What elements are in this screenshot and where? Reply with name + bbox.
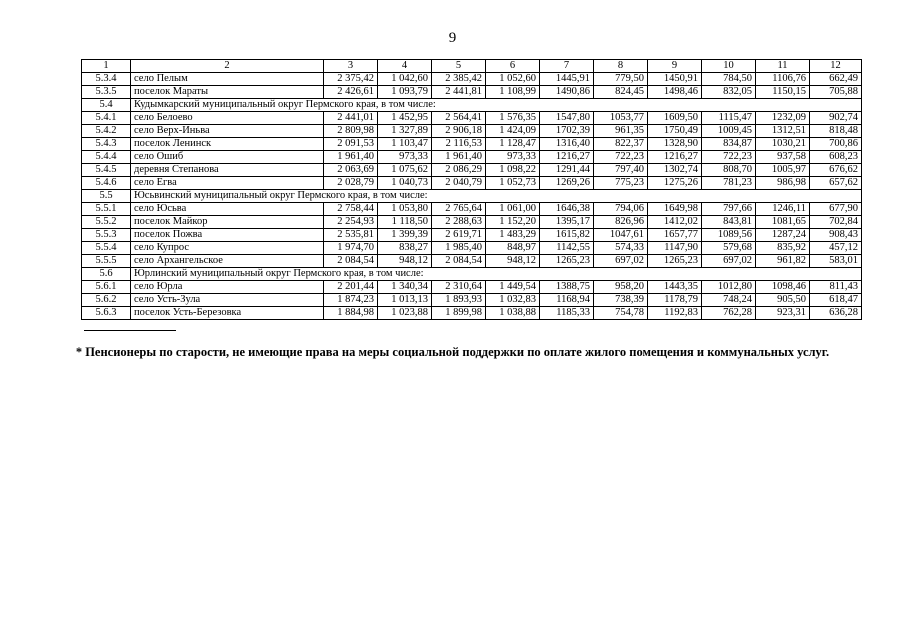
value-cell: 2 441,81 — [432, 86, 486, 99]
value-cell: 1 399,39 — [378, 229, 432, 242]
value-cell: 2 201,44 — [324, 281, 378, 294]
value-cell: 1547,80 — [540, 112, 594, 125]
value-cell: 1649,98 — [648, 203, 702, 216]
value-cell: 826,96 — [594, 216, 648, 229]
value-cell: 1098,46 — [756, 281, 810, 294]
table-body — [82, 60, 862, 320]
value-cell: 1 118,50 — [378, 216, 432, 229]
row-code: 5.5.5 — [82, 255, 131, 268]
value-cell: 2 758,44 — [324, 203, 378, 216]
value-cell: 1 042,60 — [378, 73, 432, 86]
group-row — [82, 99, 862, 112]
value-cell: 2 254,93 — [324, 216, 378, 229]
table-row — [82, 216, 862, 229]
value-cell: 961,82 — [756, 255, 810, 268]
value-cell: 754,78 — [594, 307, 648, 320]
row-code: 5.6 — [82, 268, 131, 281]
row-code: 5.5.1 — [82, 203, 131, 216]
value-cell: 775,23 — [594, 177, 648, 190]
value-cell: 676,62 — [810, 164, 862, 177]
value-cell: 738,39 — [594, 294, 648, 307]
value-cell: 1 961,40 — [432, 151, 486, 164]
column-header: 8 — [594, 60, 648, 73]
value-cell: 2 288,63 — [432, 216, 486, 229]
value-cell: 1216,27 — [648, 151, 702, 164]
value-cell: 1702,39 — [540, 125, 594, 138]
value-cell: 1 899,98 — [432, 307, 486, 320]
value-cell: 986,98 — [756, 177, 810, 190]
value-cell: 1053,77 — [594, 112, 648, 125]
settlement-name: село Ошиб — [131, 151, 324, 164]
settlement-name: село Юрла — [131, 281, 324, 294]
value-cell: 700,86 — [810, 138, 862, 151]
value-cell: 1275,26 — [648, 177, 702, 190]
value-cell: 1490,86 — [540, 86, 594, 99]
value-cell: 1047,61 — [594, 229, 648, 242]
value-cell: 1178,79 — [648, 294, 702, 307]
value-cell: 797,40 — [594, 164, 648, 177]
value-cell: 1089,56 — [702, 229, 756, 242]
column-header: 5 — [432, 60, 486, 73]
column-header: 1 — [82, 60, 131, 73]
value-cell: 762,28 — [702, 307, 756, 320]
value-cell: 1 449,54 — [486, 281, 540, 294]
value-cell: 702,84 — [810, 216, 862, 229]
value-cell: 2 385,42 — [432, 73, 486, 86]
group-name: Юрлинский муниципальный округ Пермского края, в том числе: — [131, 268, 862, 281]
value-cell: 1 424,09 — [486, 125, 540, 138]
table-row — [82, 164, 862, 177]
value-cell: 748,24 — [702, 294, 756, 307]
value-cell: 958,20 — [594, 281, 648, 294]
row-code: 5.5.2 — [82, 216, 131, 229]
column-header: 11 — [756, 60, 810, 73]
value-cell: 1646,38 — [540, 203, 594, 216]
settlement-name: село Пелым — [131, 73, 324, 86]
value-cell: 722,23 — [702, 151, 756, 164]
value-cell: 662,49 — [810, 73, 862, 86]
column-header: 10 — [702, 60, 756, 73]
value-cell: 1287,24 — [756, 229, 810, 242]
value-cell: 2 116,53 — [432, 138, 486, 151]
value-cell: 1609,50 — [648, 112, 702, 125]
footnote: * Пенсионеры по старости, не имеющие права на меры социальной поддержки по оплате жилого помещения и коммунальных услуг. — [75, 345, 830, 359]
value-cell: 2 564,41 — [432, 112, 486, 125]
value-cell: 808,70 — [702, 164, 756, 177]
value-cell: 1012,80 — [702, 281, 756, 294]
value-cell: 2 084,54 — [432, 255, 486, 268]
value-cell: 2 040,79 — [432, 177, 486, 190]
value-cell: 2 063,69 — [324, 164, 378, 177]
table-row — [82, 112, 862, 125]
value-cell: 1106,76 — [756, 73, 810, 86]
value-cell: 697,02 — [702, 255, 756, 268]
value-cell: 797,66 — [702, 203, 756, 216]
column-header: 2 — [131, 60, 324, 73]
value-cell: 1 093,79 — [378, 86, 432, 99]
value-cell: 1 075,62 — [378, 164, 432, 177]
value-cell: 2 310,64 — [432, 281, 486, 294]
value-cell: 1312,51 — [756, 125, 810, 138]
value-cell: 677,90 — [810, 203, 862, 216]
settlement-name: поселок Мараты — [131, 86, 324, 99]
value-cell: 1 884,98 — [324, 307, 378, 320]
value-cell: 1 103,47 — [378, 138, 432, 151]
settlement-name: село Архангельское — [131, 255, 324, 268]
value-cell: 1115,47 — [702, 112, 756, 125]
table-row — [82, 177, 862, 190]
settlement-name: поселок Усть-Березовка — [131, 307, 324, 320]
settlement-name: село Купрос — [131, 242, 324, 255]
group-name: Юсьвинский муниципальный округ Пермского края, в том числе: — [131, 190, 862, 203]
value-cell: 1 327,89 — [378, 125, 432, 138]
value-cell: 1168,94 — [540, 294, 594, 307]
value-cell: 1 098,22 — [486, 164, 540, 177]
settlement-name: село Усть-Зула — [131, 294, 324, 307]
value-cell: 697,02 — [594, 255, 648, 268]
value-cell: 2 619,71 — [432, 229, 486, 242]
group-row — [82, 268, 862, 281]
table-row — [82, 73, 862, 86]
value-cell: 784,50 — [702, 73, 756, 86]
value-cell: 1 576,35 — [486, 112, 540, 125]
table-row — [82, 151, 862, 164]
row-code: 5.4.6 — [82, 177, 131, 190]
value-cell: 1450,91 — [648, 73, 702, 86]
table-row — [82, 138, 862, 151]
value-cell: 1246,11 — [756, 203, 810, 216]
column-header: 7 — [540, 60, 594, 73]
row-code: 5.4.1 — [82, 112, 131, 125]
value-cell: 1269,26 — [540, 177, 594, 190]
value-cell: 2 906,18 — [432, 125, 486, 138]
value-cell: 1388,75 — [540, 281, 594, 294]
value-cell: 818,48 — [810, 125, 862, 138]
value-cell: 905,50 — [756, 294, 810, 307]
settlement-name: село Верх-Иньва — [131, 125, 324, 138]
value-cell: 457,12 — [810, 242, 862, 255]
value-cell: 2 441,01 — [324, 112, 378, 125]
value-cell: 1 340,34 — [378, 281, 432, 294]
row-code: 5.4.2 — [82, 125, 131, 138]
value-cell: 838,27 — [378, 242, 432, 255]
settlement-name: село Егва — [131, 177, 324, 190]
value-cell: 937,58 — [756, 151, 810, 164]
value-cell: 1498,46 — [648, 86, 702, 99]
value-cell: 618,47 — [810, 294, 862, 307]
value-cell: 2 375,42 — [324, 73, 378, 86]
value-cell: 1 038,88 — [486, 307, 540, 320]
value-cell: 1216,27 — [540, 151, 594, 164]
value-cell: 1412,02 — [648, 216, 702, 229]
value-cell: 1 023,88 — [378, 307, 432, 320]
value-cell: 923,31 — [756, 307, 810, 320]
settlement-name: село Белоево — [131, 112, 324, 125]
value-cell: 822,37 — [594, 138, 648, 151]
value-cell: 1265,23 — [540, 255, 594, 268]
value-cell: 948,12 — [486, 255, 540, 268]
row-code: 5.4 — [82, 99, 131, 112]
value-cell: 781,23 — [702, 177, 756, 190]
value-cell: 1265,23 — [648, 255, 702, 268]
value-cell: 1328,90 — [648, 138, 702, 151]
row-code: 5.4.3 — [82, 138, 131, 151]
value-cell: 1445,91 — [540, 73, 594, 86]
table-row — [82, 203, 862, 216]
page-number: 9 — [448, 30, 457, 46]
value-cell: 1185,33 — [540, 307, 594, 320]
table-row — [82, 125, 862, 138]
value-cell: 973,33 — [486, 151, 540, 164]
value-cell: 832,05 — [702, 86, 756, 99]
value-cell: 2 084,54 — [324, 255, 378, 268]
value-cell: 1 061,00 — [486, 203, 540, 216]
value-cell: 848,97 — [486, 242, 540, 255]
row-code: 5.4.4 — [82, 151, 131, 164]
value-cell: 583,01 — [810, 255, 862, 268]
value-cell: 1142,55 — [540, 242, 594, 255]
value-cell: 1 893,93 — [432, 294, 486, 307]
column-header: 9 — [648, 60, 702, 73]
value-cell: 1 985,40 — [432, 242, 486, 255]
settlement-name: поселок Ленинск — [131, 138, 324, 151]
column-header: 4 — [378, 60, 432, 73]
value-cell: 779,50 — [594, 73, 648, 86]
tariff-table — [81, 59, 862, 320]
value-cell: 1150,15 — [756, 86, 810, 99]
row-code: 5.5.4 — [82, 242, 131, 255]
settlement-name: село Юсьва — [131, 203, 324, 216]
group-row — [82, 190, 862, 203]
table-row — [82, 307, 862, 320]
value-cell: 574,33 — [594, 242, 648, 255]
value-cell: 2 086,29 — [432, 164, 486, 177]
value-cell: 1 452,95 — [378, 112, 432, 125]
column-header: 6 — [486, 60, 540, 73]
table-row — [82, 242, 862, 255]
row-code: 5.6.1 — [82, 281, 131, 294]
value-cell: 961,35 — [594, 125, 648, 138]
table-row — [82, 281, 862, 294]
value-cell: 1 974,70 — [324, 242, 378, 255]
value-cell: 1 152,20 — [486, 216, 540, 229]
value-cell: 1 874,23 — [324, 294, 378, 307]
row-code: 5.6.3 — [82, 307, 131, 320]
value-cell: 973,33 — [378, 151, 432, 164]
value-cell: 1005,97 — [756, 164, 810, 177]
table-row — [82, 255, 862, 268]
value-cell: 1657,77 — [648, 229, 702, 242]
value-cell: 1147,90 — [648, 242, 702, 255]
value-cell: 2 091,53 — [324, 138, 378, 151]
table-header-row — [82, 60, 862, 73]
value-cell: 1 052,60 — [486, 73, 540, 86]
value-cell: 1615,82 — [540, 229, 594, 242]
value-cell: 1302,74 — [648, 164, 702, 177]
row-code: 5.5 — [82, 190, 131, 203]
value-cell: 811,43 — [810, 281, 862, 294]
value-cell: 1192,83 — [648, 307, 702, 320]
row-code: 5.5.3 — [82, 229, 131, 242]
settlement-name: деревня Степанова — [131, 164, 324, 177]
column-header: 3 — [324, 60, 378, 73]
value-cell: 636,28 — [810, 307, 862, 320]
value-cell: 657,62 — [810, 177, 862, 190]
value-cell: 843,81 — [702, 216, 756, 229]
value-cell: 908,43 — [810, 229, 862, 242]
value-cell: 2 765,64 — [432, 203, 486, 216]
settlement-name: поселок Пожва — [131, 229, 324, 242]
value-cell: 2 426,61 — [324, 86, 378, 99]
value-cell: 948,12 — [378, 255, 432, 268]
value-cell: 1395,17 — [540, 216, 594, 229]
table-row — [82, 86, 862, 99]
value-cell: 1 483,29 — [486, 229, 540, 242]
value-cell: 1 128,47 — [486, 138, 540, 151]
value-cell: 1 032,83 — [486, 294, 540, 307]
value-cell: 1 040,73 — [378, 177, 432, 190]
value-cell: 1750,49 — [648, 125, 702, 138]
value-cell: 1 961,40 — [324, 151, 378, 164]
row-code: 5.6.2 — [82, 294, 131, 307]
footnote-rule — [84, 330, 176, 331]
value-cell: 2 809,98 — [324, 125, 378, 138]
value-cell: 722,23 — [594, 151, 648, 164]
value-cell: 2 535,81 — [324, 229, 378, 242]
row-code: 5.4.5 — [82, 164, 131, 177]
row-code: 5.3.4 — [82, 73, 131, 86]
table-row — [82, 294, 862, 307]
column-header: 12 — [810, 60, 862, 73]
group-name: Кудымкарский муниципальный округ Пермского края, в том числе: — [131, 99, 862, 112]
value-cell: 1081,65 — [756, 216, 810, 229]
value-cell: 1 013,13 — [378, 294, 432, 307]
value-cell: 1 052,73 — [486, 177, 540, 190]
table-row — [82, 229, 862, 242]
value-cell: 1316,40 — [540, 138, 594, 151]
settlement-name: поселок Майкор — [131, 216, 324, 229]
value-cell: 834,87 — [702, 138, 756, 151]
value-cell: 824,45 — [594, 86, 648, 99]
value-cell: 1443,35 — [648, 281, 702, 294]
value-cell: 1291,44 — [540, 164, 594, 177]
value-cell: 835,92 — [756, 242, 810, 255]
value-cell: 1030,21 — [756, 138, 810, 151]
value-cell: 2 028,79 — [324, 177, 378, 190]
value-cell: 1009,45 — [702, 125, 756, 138]
value-cell: 794,06 — [594, 203, 648, 216]
value-cell: 1 053,80 — [378, 203, 432, 216]
value-cell: 705,88 — [810, 86, 862, 99]
value-cell: 1232,09 — [756, 112, 810, 125]
value-cell: 902,74 — [810, 112, 862, 125]
value-cell: 1 108,99 — [486, 86, 540, 99]
value-cell: 608,23 — [810, 151, 862, 164]
row-code: 5.3.5 — [82, 86, 131, 99]
value-cell: 579,68 — [702, 242, 756, 255]
